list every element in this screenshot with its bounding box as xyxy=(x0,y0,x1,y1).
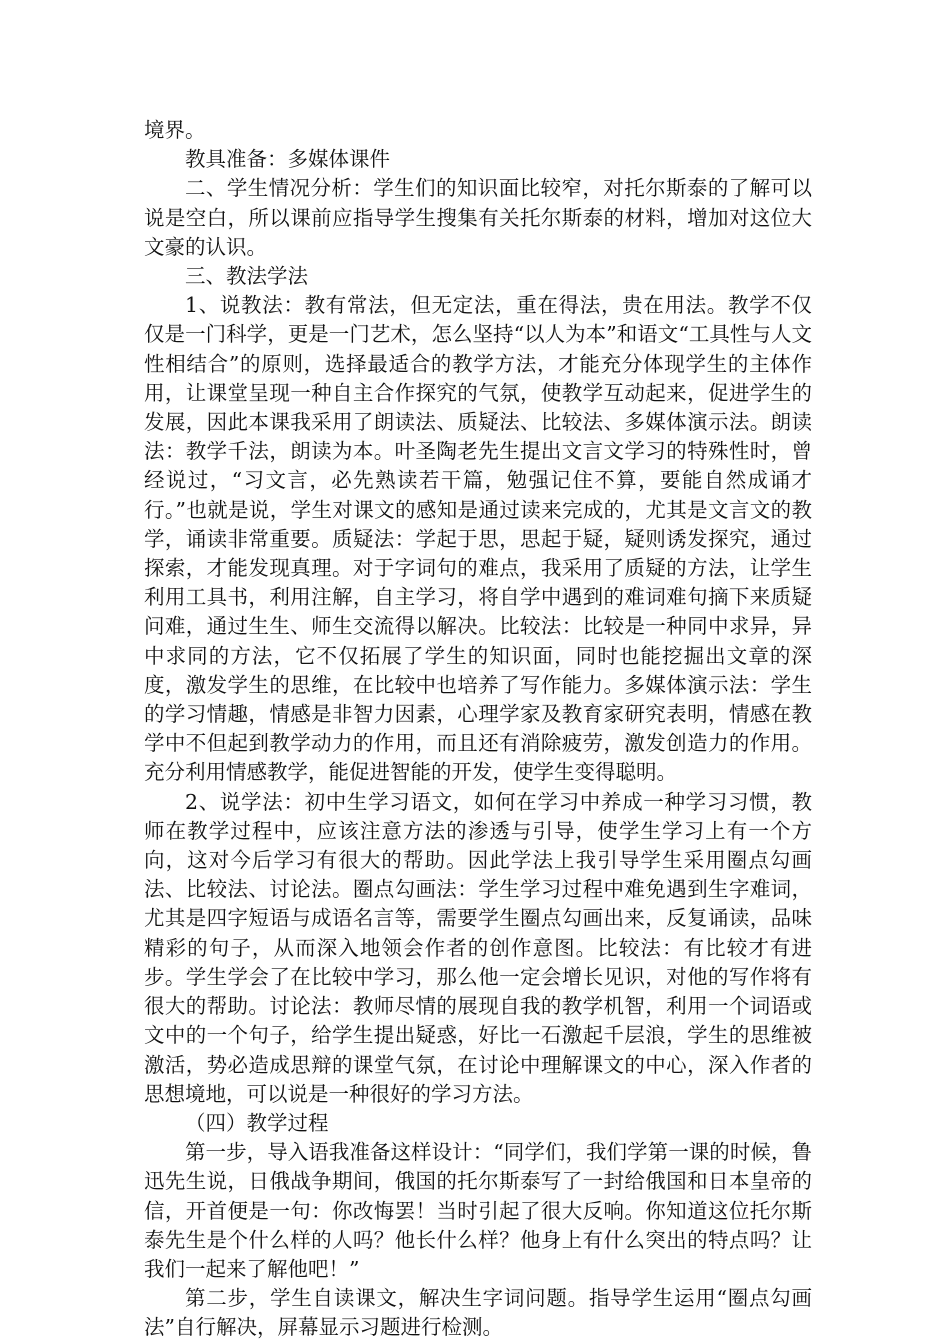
paragraph-teaching-aids: 教具准备：多媒体课件 xyxy=(185,147,390,172)
paragraph-student-analysis: 二、学生情况分析：学生们的知识面比较窄，对托尔斯泰的了解可以说是空白，所以课前应指导学生搜集有关托尔斯泰的材料，增加对这位大文豪的认识。 xyxy=(144,176,812,259)
document-body xyxy=(144,116,812,1343)
paragraph-learning-method: 2、说学法：初中生学习语文，如何在学习中养成一种学习习惯，教师在教学过程中，应该注意方法的渗透与引导，使学生学习上有一个方向，这对今后学习有很大的帮助。因此学法上我引导学生采用圈点勾画法、比较法、讨论法。圈点勾画法：学生学习过程中难免遇到生字难词，尤其是四字短语与成语名言等，需要学生圈点勾画出来，反复诵读，品味精彩的句子，从而深入地领会作者的创作意图。比较法：有比较才有进步。学生学会了在比较中学习，那么他一定会增长见识，对他的写作将有很大的帮助。讨论法：教师尽情的展现自我的教学机智，利用一个词语或文中的一个句子，给学生提出疑惑，好比一石激起千层浪，学生的思维被激活，势必造成思辩的课堂气氛，在讨论中理解课文的中心，深入作者的思想境地，可以说是一种很好的学习方法。 xyxy=(144,789,812,1106)
paragraph-step-two: 第二步，学生自读课文，解决生字词问题。指导学生运用“圈点勾画法”自行解决，屏幕显示习题进行检测。 xyxy=(144,1286,812,1340)
paragraph-teaching-method: 1、说教法：教有常法，但无定法，重在得法，贵在用法。教学不仅仅是一门科学，更是一门艺术，怎么坚持“以人为本”和语文“工具性与人文性相结合”的原则，选择最适合的教学方法，才能充分体现学生的主体作用，让课堂呈现一种自主合作探究的气氛，使教学互动起来，促进学生的发展，因此本课我采用了朗读法、质疑法、比较法、多媒体演示法。朗读法：教学千法，朗读为本。叶圣陶老先生提出文言文学习的特殊性时，曾经说过，“习文言，必先熟读若干篇，勉强记住不算，要能自然成诵才行。”也就是说，学生对课文的感知是通过读来完成的，尤其是文言文的教学，诵读非常重要。质疑法：学起于思，思起于疑，疑则诱发探究，通过探索，才能发现真理。对于字词句的难点，我采用了质疑的方法，让学生利用工具书，利用注解，自主学习，将自学中遇到的难词难句摘下来质疑问难，通过生生、师生交流得以解决。比较法：比较是一种同中求异，异中求同的方法，它不仅拓展了学生的知识面，同时也能挖掘出文章的深度，激发学生的思维，在比较中也培养了写作能力。多媒体演示法：学生的学习情趣，情感是非智力因素，心理学家及教育家研究表明，情感在教学中不但起到教学动力的作用，而且还有消除疲劳，激发创造力的作用。充分利用情感教学，能促进智能的开发，使学生变得聪明。 xyxy=(144,293,812,785)
heading-teaching-methods: 三、教法学法 xyxy=(185,264,308,289)
paragraph-continuation: 境界。 xyxy=(144,118,206,142)
heading-teaching-process: （四）教学过程 xyxy=(185,1110,329,1135)
paragraph-step-one: 第一步，导入语我准备这样设计：“同学们，我们学第一课的时候，鲁迅先生说，日俄战争期间，俄国的托尔斯泰写了一封给俄国和日本皇帝的信，开首便是一句：你改悔罢！当时引起了很大反响。你知道这位托尔斯泰先生是个什么样的人吗？他长什么样？他身上有什么突出的特点吗？让我们一起来了解他吧！” xyxy=(144,1140,812,1281)
